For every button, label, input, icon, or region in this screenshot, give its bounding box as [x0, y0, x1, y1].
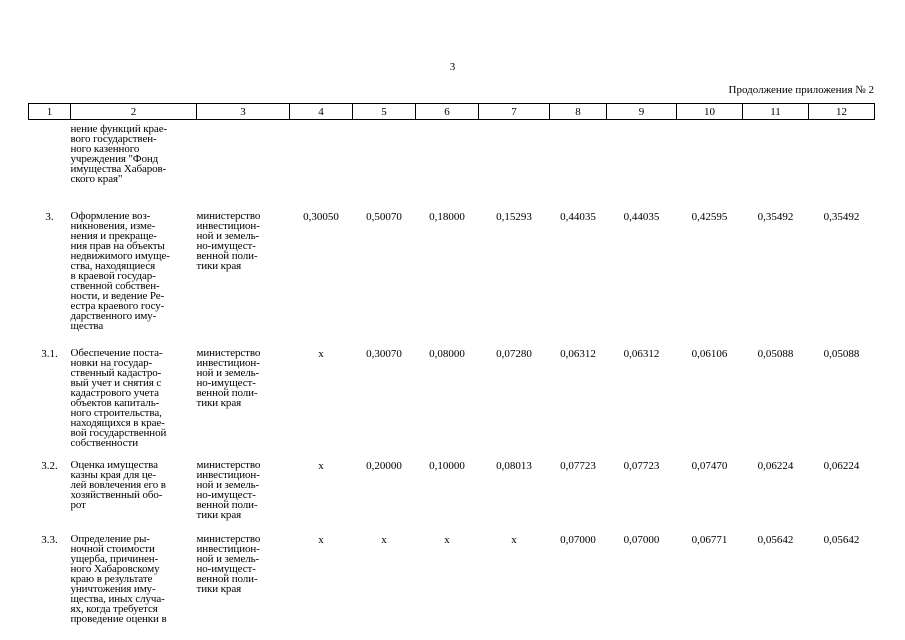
value-text: x [511, 534, 517, 546]
activity-name-line: никновения, изме- [70, 220, 156, 232]
activity-name-line: краю в результате [70, 573, 153, 585]
value-col-4 [290, 120, 353, 212]
activity-name-line: ния прав на объекты [70, 240, 165, 252]
value-text: 0,44035 [560, 211, 596, 223]
value-text: x [444, 534, 450, 546]
organization-line: инвестицион- [196, 543, 260, 555]
organization-line: венной поли- [196, 387, 258, 399]
value-col-6 [416, 460, 479, 534]
value-col-6 [416, 120, 479, 212]
column-header-10: 10 [677, 104, 743, 120]
value-text: 0,35492 [757, 211, 794, 223]
value-col-12 [809, 348, 875, 460]
activity-name-line: ночной стоимости [70, 543, 155, 555]
value-col-4 [290, 534, 353, 624]
table-row [29, 460, 875, 534]
activity-name-line: нения и прекраще- [70, 230, 157, 242]
value-col-10 [677, 460, 743, 534]
activity-name-line: собственности [70, 437, 139, 449]
activity-name [71, 120, 197, 212]
value-text: 0,05642 [823, 534, 860, 546]
activity-name-line: ства, находящиеся [70, 260, 156, 272]
value-col-12 [809, 211, 875, 348]
value-text: 0,50070 [366, 211, 402, 223]
value-col-10 [677, 120, 743, 212]
table-row [29, 120, 875, 212]
value-col-4 [290, 211, 353, 348]
value-text [353, 124, 416, 125]
organization-line: министерство [196, 459, 261, 471]
value-col-5 [353, 120, 416, 212]
organization-line: тики края [196, 509, 242, 521]
organization-line: но-имущест- [196, 563, 256, 575]
value-text [416, 124, 479, 125]
value-text [550, 124, 607, 125]
value-text: 0,06224 [823, 460, 860, 472]
value-col-8 [550, 211, 607, 348]
column-header-3: 3 [197, 104, 290, 120]
value-text [809, 124, 875, 125]
activity-name-line: в краевой государ- [70, 270, 156, 282]
value-text: 0,07723 [623, 460, 660, 472]
value-text: 0,07280 [496, 348, 532, 360]
value-col-6 [416, 534, 479, 624]
activity-name-line: Оформление воз- [70, 210, 151, 222]
value-text: 0,15293 [496, 211, 532, 223]
activity-name-line: уничтожения иму- [70, 583, 156, 595]
value-col-7 [479, 211, 550, 348]
activity-name-line: Определение ры- [70, 533, 150, 545]
value-col-5 [353, 211, 416, 348]
table-row [29, 211, 875, 348]
table-row [29, 534, 875, 624]
activity-name-line: находящихся в крае- [70, 417, 165, 429]
activity-name-line: дарственного иму- [70, 310, 157, 322]
column-header-1: 1 [29, 104, 71, 120]
activity-name-line: проведение оценки в [70, 613, 167, 625]
value-text: 0,10000 [429, 460, 465, 472]
activity-name-line: ного казенного [70, 143, 140, 155]
organization-line: тики края [196, 397, 242, 409]
value-text: 0,07000 [623, 534, 660, 546]
organization-line: но-имущест- [196, 377, 256, 389]
value-text: 0,42595 [691, 211, 728, 223]
value-col-4 [290, 460, 353, 534]
activity-name-line: ного Хабаровскому [70, 563, 160, 575]
appendix-continuation-note: Продолжение приложения № 2 [728, 84, 874, 96]
responsible-organization [197, 120, 290, 212]
activity-name-line: вой государственной [70, 427, 167, 439]
organization-line: венной поли- [196, 250, 258, 262]
value-text [479, 124, 550, 125]
value-text: 0,35492 [823, 211, 860, 223]
organization-line: венной поли- [196, 573, 258, 585]
activity-name-line: казны края для це- [70, 469, 156, 481]
value-col-12 [809, 534, 875, 624]
value-col-10 [677, 348, 743, 460]
organization-line: тики края [196, 260, 242, 272]
activity-name-line: Обеспечение поста- [70, 347, 163, 359]
value-col-6 [416, 348, 479, 460]
value-text: 0,07000 [560, 534, 596, 546]
value-text: 0,05088 [823, 348, 860, 360]
activity-name [71, 534, 197, 624]
value-text [677, 124, 743, 125]
value-text: x [318, 534, 324, 546]
activity-name [71, 211, 197, 348]
organization-line: министерство [196, 210, 261, 222]
value-col-9 [607, 348, 677, 460]
value-text: x [318, 460, 324, 472]
activity-name-line: естра краевого госу- [70, 300, 165, 312]
value-col-11 [743, 460, 809, 534]
activity-name-line: ущерба, причинен- [70, 553, 159, 565]
table-row [29, 348, 875, 460]
value-text [743, 124, 809, 125]
activity-name-line: объектов капиталь- [70, 397, 160, 409]
activity-name-line: вого государствен- [70, 133, 157, 145]
row-number: 3.2. [41, 460, 58, 472]
value-text: 0,30050 [303, 211, 339, 223]
value-col-5 [353, 534, 416, 624]
organization-line: инвестицион- [196, 220, 260, 232]
activity-name-line: имущества Хабаров- [70, 163, 167, 175]
column-header-11: 11 [743, 104, 809, 120]
column-header-6: 6 [416, 104, 479, 120]
column-header-4: 4 [290, 104, 353, 120]
activity-name-line: нение функций крае- [70, 123, 168, 135]
activity-name-line: вый учет и снятия с [70, 377, 162, 389]
responsible-organization [197, 460, 290, 534]
organization-line: ной и земель- [196, 479, 260, 491]
activity-name-line: Оценка имущества [70, 459, 158, 471]
row-number [29, 120, 71, 212]
page-number: 3 [449, 61, 456, 73]
activity-name-line: щества, иных случа- [70, 593, 165, 605]
activity-name-line: кадастрового учета [70, 387, 159, 399]
activity-name-line: ственный кадастро- [70, 367, 162, 379]
row-number: 3.3. [41, 534, 58, 546]
value-col-10 [677, 534, 743, 624]
value-col-5 [353, 348, 416, 460]
value-text: 0,44035 [623, 211, 660, 223]
column-header-7: 7 [479, 104, 550, 120]
column-number-header [29, 104, 875, 120]
value-text: 0,07470 [691, 460, 728, 472]
value-text: 0,06771 [691, 534, 728, 546]
organization-line: министерство [196, 347, 261, 359]
budget-table [28, 103, 875, 624]
activity-name [71, 460, 197, 534]
value-col-8 [550, 348, 607, 460]
organization-line: ной и земель- [196, 230, 260, 242]
column-header-2: 2 [71, 104, 197, 120]
activity-name-line: хозяйственный обо- [70, 489, 163, 501]
value-col-8 [550, 120, 607, 212]
activity-name-line: ях, когда требуется [70, 603, 158, 615]
responsible-organization [197, 534, 290, 624]
row-number: 3. [45, 211, 54, 223]
value-text: x [381, 534, 387, 546]
value-col-11 [743, 534, 809, 624]
value-text: 0,18000 [429, 211, 465, 223]
value-col-9 [607, 120, 677, 212]
organization-line: ной и земель- [196, 367, 260, 379]
value-col-7 [479, 460, 550, 534]
value-text: 0,30070 [366, 348, 402, 360]
value-col-6 [416, 211, 479, 348]
value-text: 0,06312 [560, 348, 596, 360]
value-col-5 [353, 460, 416, 534]
organization-line: но-имущест- [196, 240, 256, 252]
organization-line: инвестицион- [196, 357, 260, 369]
column-header-8: 8 [550, 104, 607, 120]
activity-name-line: лей вовлечения его в [70, 479, 166, 491]
value-text: x [318, 348, 324, 360]
organization-line: ной и земель- [196, 553, 260, 565]
activity-name-line: щества [70, 320, 104, 332]
activity-name-line: ственной собствен- [70, 280, 160, 292]
value-col-11 [743, 211, 809, 348]
value-col-8 [550, 460, 607, 534]
table-body [29, 120, 875, 625]
organization-line: тики края [196, 583, 242, 595]
value-col-9 [607, 460, 677, 534]
value-col-9 [607, 534, 677, 624]
responsible-organization [197, 211, 290, 348]
value-col-7 [479, 348, 550, 460]
value-text: 0,07723 [560, 460, 596, 472]
activity-name-line: недвижимого имуще- [70, 250, 170, 262]
value-col-12 [809, 120, 875, 212]
value-col-12 [809, 460, 875, 534]
value-col-7 [479, 120, 550, 212]
column-header-12: 12 [809, 104, 875, 120]
value-col-8 [550, 534, 607, 624]
organization-line: венной поли- [196, 499, 258, 511]
activity-name-line: ности, и ведение Ре- [70, 290, 165, 302]
value-col-10 [677, 211, 743, 348]
value-text: 0,08000 [429, 348, 465, 360]
value-text: 0,06224 [757, 460, 794, 472]
row-number: 3.1. [41, 348, 58, 360]
value-text: 0,08013 [496, 460, 532, 472]
value-col-7 [479, 534, 550, 624]
activity-name [71, 348, 197, 460]
value-text: 0,06312 [623, 348, 660, 360]
activity-name-line: рот [70, 499, 86, 511]
column-header-9: 9 [607, 104, 677, 120]
value-text [607, 124, 677, 125]
value-col-11 [743, 120, 809, 212]
value-col-4 [290, 348, 353, 460]
value-col-9 [607, 211, 677, 348]
responsible-organization [197, 348, 290, 460]
activity-name-line: учреждения "Фонд [70, 153, 159, 165]
value-col-11 [743, 348, 809, 460]
value-text [290, 124, 353, 125]
value-text: 0,05642 [757, 534, 794, 546]
organization-line: но-имущест- [196, 489, 256, 501]
value-text: 0,20000 [366, 460, 402, 472]
organization-line: министерство [196, 533, 261, 545]
value-text: 0,06106 [691, 348, 728, 360]
column-header-5: 5 [353, 104, 416, 120]
organization-line: инвестицион- [196, 469, 260, 481]
activity-name-line: ного строительства, [70, 407, 162, 419]
activity-name-line: новки на государ- [70, 357, 153, 369]
value-text: 0,05088 [757, 348, 794, 360]
activity-name-line: ского края" [70, 173, 123, 185]
